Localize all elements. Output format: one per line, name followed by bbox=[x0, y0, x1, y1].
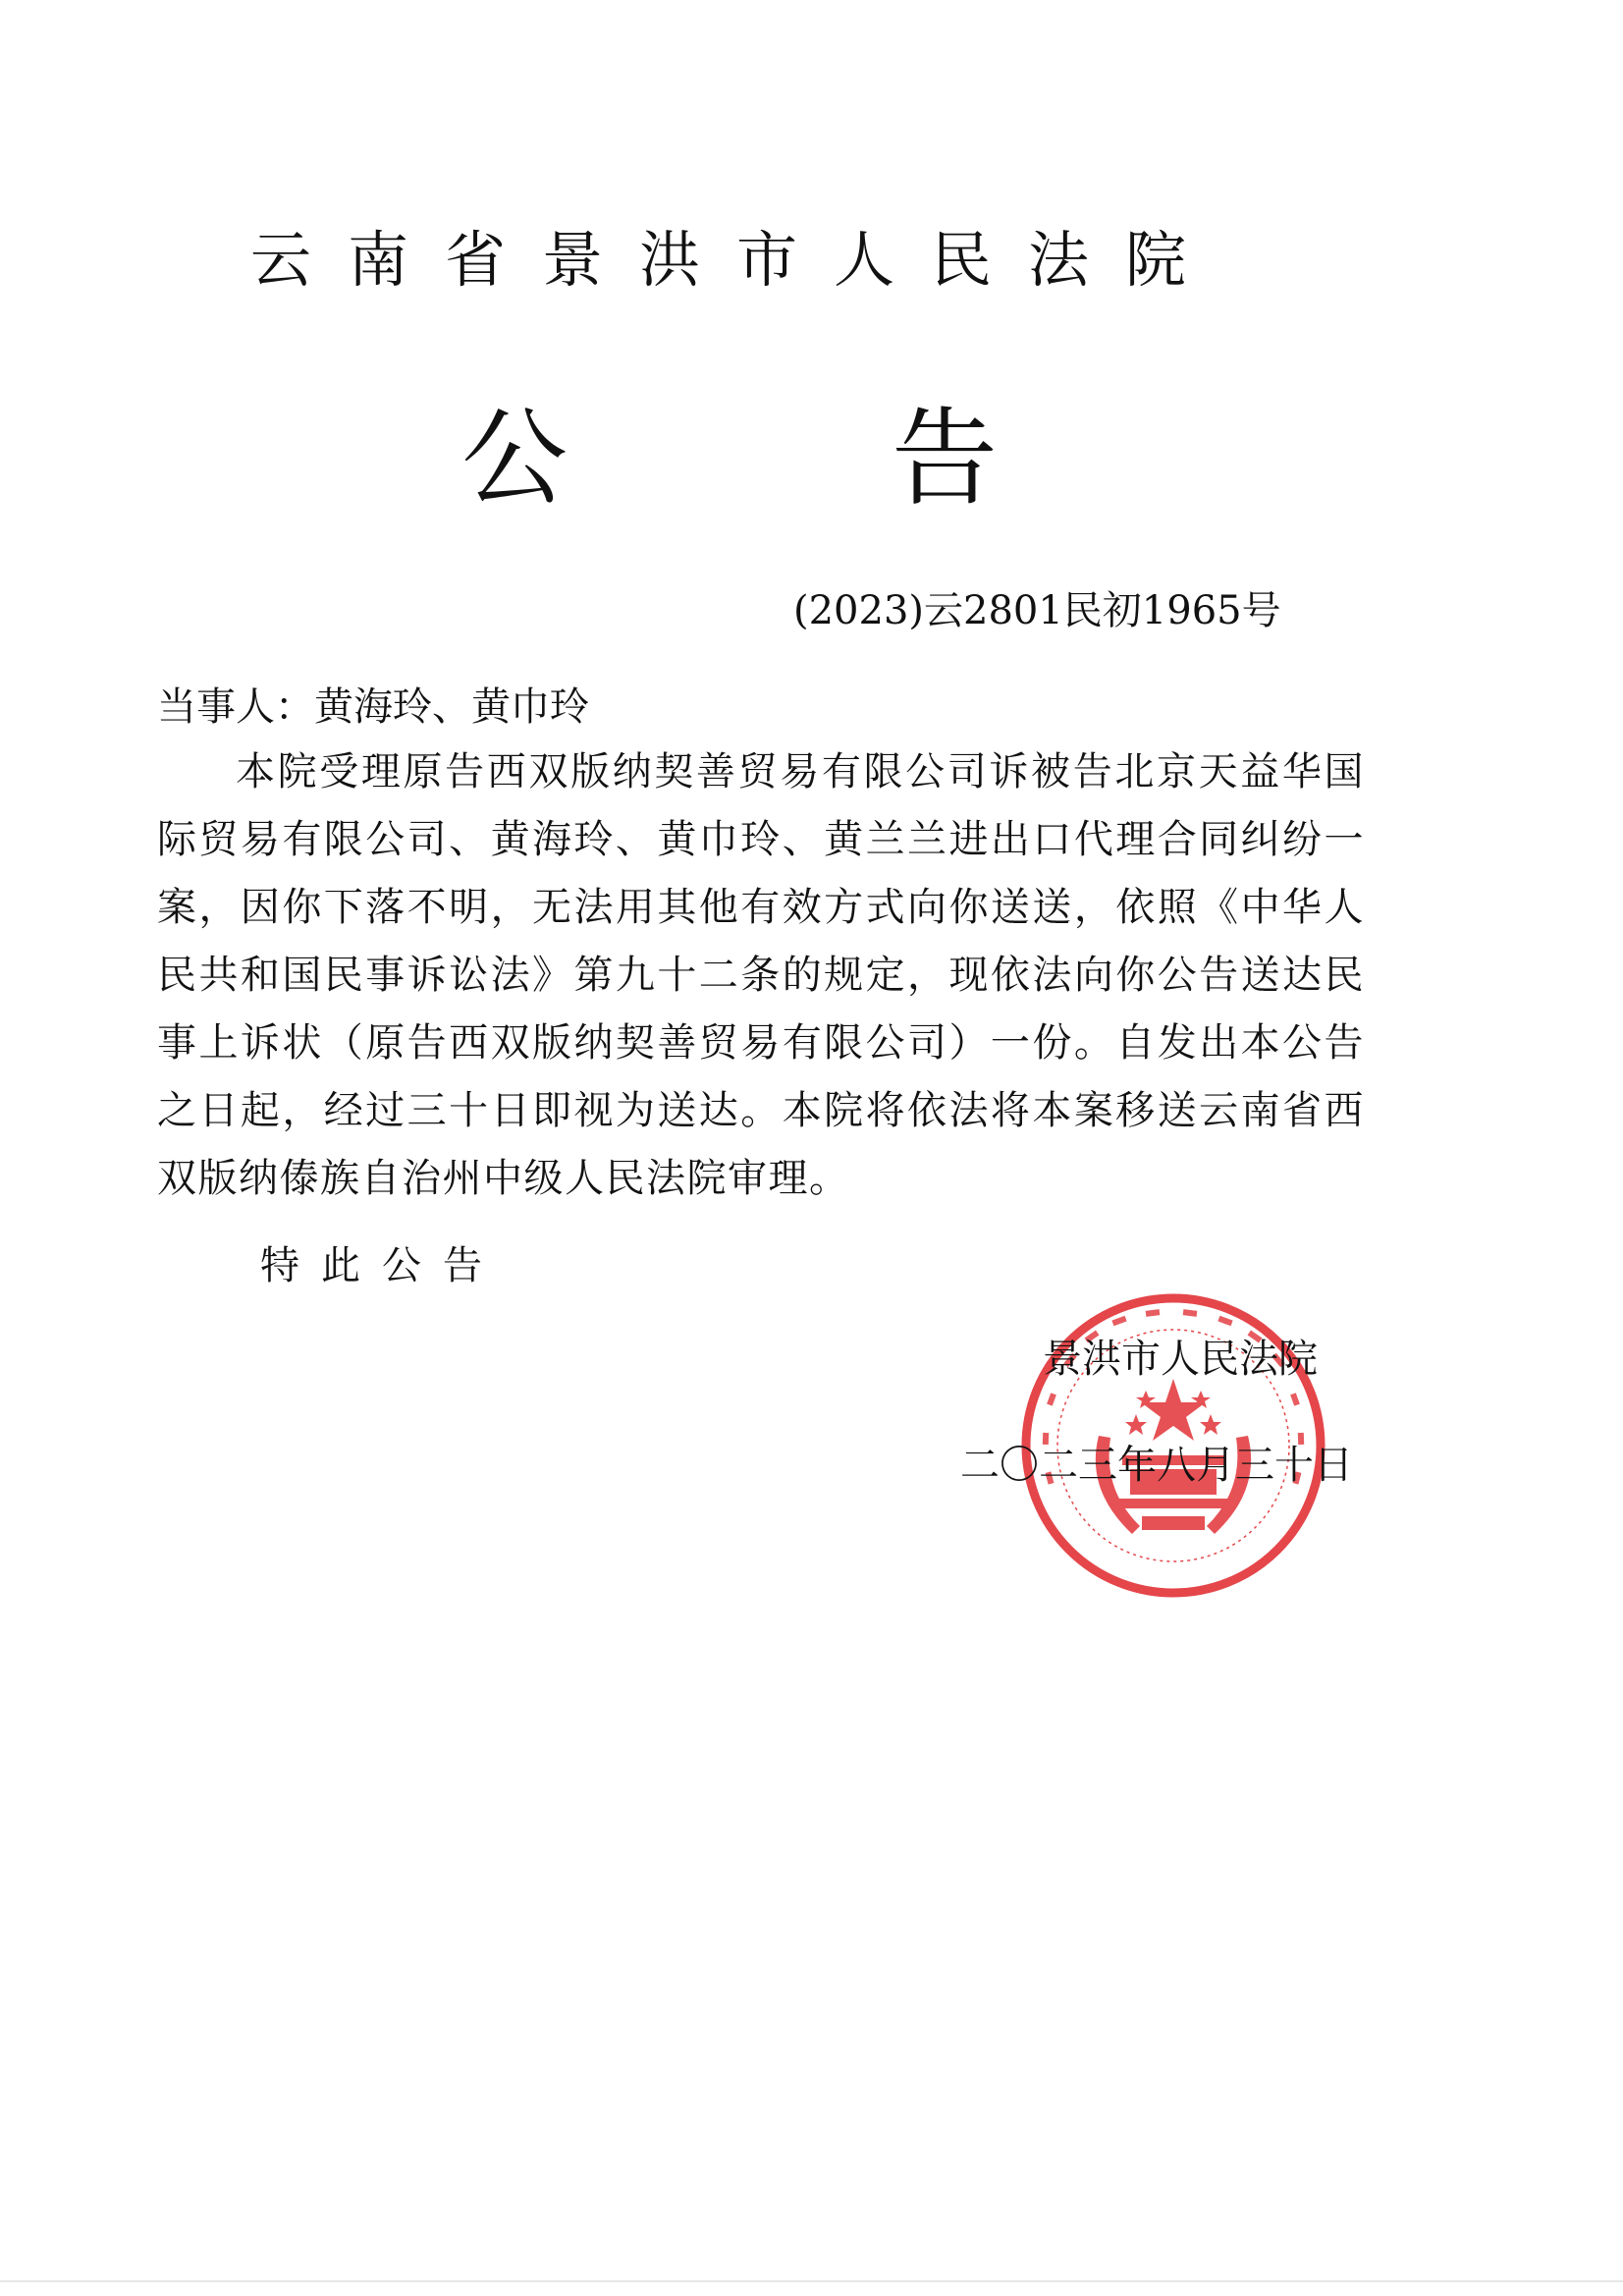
closing-phrase: 特此公告 bbox=[260, 1243, 504, 1288]
document-type-char-2: 告 bbox=[892, 398, 999, 520]
case-number: (2023)云2801民初1965号 bbox=[793, 588, 1281, 633]
document-type-title bbox=[461, 373, 998, 525]
court-name: 云南省景洪市人民法院 bbox=[250, 224, 1223, 296]
issuing-court: 景洪市人民法院 bbox=[1043, 1337, 1318, 1382]
scan-edge-line bbox=[0, 2280, 1623, 2282]
document-type-char-1: 公 bbox=[461, 398, 568, 520]
parties-line: 当事人：黄海玲、黄巾玲 bbox=[157, 684, 589, 730]
issue-date: 二〇二三年八月三十日 bbox=[960, 1443, 1353, 1488]
notice-body: 本院受理原告西双版纳契善贸易有限公司诉被告北京天益华国际贸易有限公司、黄海玲、黄巾玲、黄兰兰进出口代理合同纠纷一案，因你下落不明，无法用其他有效方式向你送送，依照《中华人民共和国民事诉讼法》第九十二条的规定，现依法向你公告送达民事上诉状（原告西双版纳契善贸易有限公司）一份。自发出本公告之日起，经过三十日即视为送达。本院将依法将本案移送云南省西双版纳傣族自治州中级人民法院审理。 bbox=[157, 749, 1365, 1201]
